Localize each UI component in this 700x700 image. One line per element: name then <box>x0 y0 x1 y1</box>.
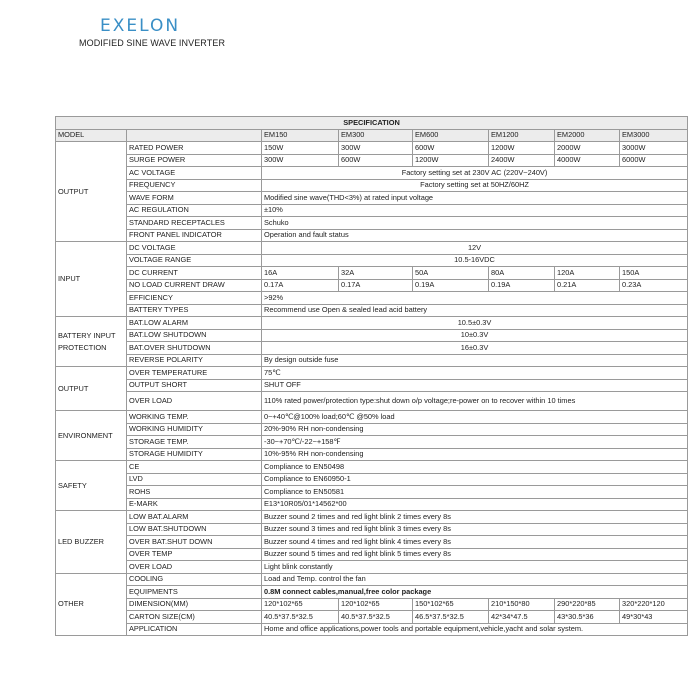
spec-label: DIMENSION(MM) <box>127 598 262 611</box>
spec-value: 40.5*37.5*32.5 <box>339 611 413 624</box>
spec-value: 16A <box>262 267 339 280</box>
table-row <box>56 354 688 367</box>
model-name: EM600 <box>413 129 489 142</box>
spec-label: STORAGE TEMP. <box>127 436 262 449</box>
spec-label: LOW BAT.ALARM <box>127 511 262 524</box>
brand-logo: EXELON <box>100 16 181 36</box>
spec-value: 300W <box>262 154 339 167</box>
spec-value: 1200W <box>489 142 555 155</box>
model-header-row <box>56 129 688 142</box>
spec-value: 4000W <box>555 154 620 167</box>
group-label: BATTERY INPUT PROTECTION <box>56 317 127 367</box>
spec-value: Factory setting set at 50HZ/60HZ <box>262 179 688 192</box>
spec-value: Load and Temp. control the fan <box>262 573 688 586</box>
spec-value: 16±0.3V <box>262 342 688 355</box>
spec-label: BAT.LOW SHUTDOWN <box>127 329 262 342</box>
table-row <box>56 461 688 474</box>
table-row <box>56 179 688 192</box>
spec-value: 2000W <box>555 142 620 155</box>
spec-label: STANDARD RECEPTACLES <box>127 217 262 230</box>
spec-value: 0.21A <box>555 279 620 292</box>
spec-value: 1200W <box>413 154 489 167</box>
spec-value: Recommend use Open & sealed lead acid battery <box>262 304 688 317</box>
spec-value: E13*10R05/01*14562*00 <box>262 498 688 511</box>
spec-value: 300W <box>339 142 413 155</box>
spec-label: OVER LOAD <box>127 392 262 411</box>
spec-value: 20%-90% RH non-condensing <box>262 423 688 436</box>
spec-value: Light blink constantly <box>262 561 688 574</box>
spec-value: 46.5*37.5*32.5 <box>413 611 489 624</box>
table-row <box>56 392 688 411</box>
spec-value: 6000W <box>620 154 688 167</box>
spec-label: SURGE POWER <box>127 154 262 167</box>
spec-label: FREQUENCY <box>127 179 262 192</box>
table-row <box>56 279 688 292</box>
table-row <box>56 523 688 536</box>
spec-value: 43*30.5*36 <box>555 611 620 624</box>
table-title-row <box>56 117 688 130</box>
table-row <box>56 142 688 155</box>
spec-label: OVER TEMP <box>127 548 262 561</box>
model-header-blank <box>127 129 262 142</box>
spec-value: 3000W <box>620 142 688 155</box>
spec-value: 120A <box>555 267 620 280</box>
spec-value: 0.17A <box>262 279 339 292</box>
specification-table <box>55 116 688 636</box>
spec-value: ±10% <box>262 204 688 217</box>
model-name: EM2000 <box>555 129 620 142</box>
spec-value: 49*30*43 <box>620 611 688 624</box>
spec-value: Compliance to EN50498 <box>262 461 688 474</box>
table-row <box>56 598 688 611</box>
spec-value: 150W <box>262 142 339 155</box>
table-row <box>56 536 688 549</box>
spec-value: >92% <box>262 292 688 305</box>
spec-label: WORKING HUMIDITY <box>127 423 262 436</box>
spec-value: Compliance to EN50581 <box>262 486 688 499</box>
spec-label: OUTPUT SHORT <box>127 379 262 392</box>
spec-label: WORKING TEMP. <box>127 411 262 424</box>
table-row <box>56 254 688 267</box>
table-row <box>56 573 688 586</box>
spec-label: ROHS <box>127 486 262 499</box>
spec-label: BAT.LOW ALARM <box>127 317 262 330</box>
table-row <box>56 548 688 561</box>
spec-value: 2400W <box>489 154 555 167</box>
spec-value: 320*220*120 <box>620 598 688 611</box>
model-name: EM150 <box>262 129 339 142</box>
spec-label: DC CURRENT <box>127 267 262 280</box>
table-row <box>56 623 688 636</box>
spec-value: 42*34*47.5 <box>489 611 555 624</box>
model-name: EM300 <box>339 129 413 142</box>
spec-value: Compliance to EN60950-1 <box>262 473 688 486</box>
table-row <box>56 561 688 574</box>
table-row <box>56 204 688 217</box>
table-row <box>56 342 688 355</box>
spec-value: -30~+70℃/-22~+158℉ <box>262 436 688 449</box>
table-row <box>56 423 688 436</box>
table-row <box>56 267 688 280</box>
table-row <box>56 217 688 230</box>
spec-value: 12V <box>262 242 688 255</box>
spec-value: Schuko <box>262 217 688 230</box>
spec-label: EQUIPMENTS <box>127 586 262 599</box>
table-row <box>56 611 688 624</box>
spec-label: REVERSE POLARITY <box>127 354 262 367</box>
spec-value: 0.19A <box>489 279 555 292</box>
spec-label: OVER TEMPERATURE <box>127 367 262 380</box>
group-label: ENVIRONMENT <box>56 411 127 461</box>
spec-label: RATED POWER <box>127 142 262 155</box>
spec-value: By design outside fuse <box>262 354 688 367</box>
table-row <box>56 486 688 499</box>
spec-label: OVER BAT.SHUT DOWN <box>127 536 262 549</box>
table-row <box>56 367 688 380</box>
spec-label: NO LOAD CURRENT DRAW <box>127 279 262 292</box>
spec-value: 10.5±0.3V <box>262 317 688 330</box>
table-row <box>56 192 688 205</box>
table-row <box>56 498 688 511</box>
spec-value: Modified sine wave(THD<3%) at rated input voltage <box>262 192 688 205</box>
table-row <box>56 473 688 486</box>
spec-value: 0.23A <box>620 279 688 292</box>
spec-label: CARTON SIZE(CM) <box>127 611 262 624</box>
group-label: SAFETY <box>56 461 127 511</box>
spec-label: LOW BAT.SHUTDOWN <box>127 523 262 536</box>
spec-label: EFFICIENCY <box>127 292 262 305</box>
spec-value: 600W <box>413 142 489 155</box>
spec-value: 210*150*80 <box>489 598 555 611</box>
spec-value: Home and office applications,power tools and portable equipment,vehicle,yacht and solar system. <box>262 623 688 636</box>
spec-value: Buzzer sound 5 times and red light blink 5 times every 8s <box>262 548 688 561</box>
spec-value: Buzzer sound 4 times and red light blink 4 times every 8s <box>262 536 688 549</box>
spec-value: 75℃ <box>262 367 688 380</box>
table-row <box>56 229 688 242</box>
spec-label: FRONT PANEL INDICATOR <box>127 229 262 242</box>
spec-label: AC VOLTAGE <box>127 167 262 180</box>
group-label: INPUT <box>56 242 127 317</box>
table-row <box>56 511 688 524</box>
group-label: OUTPUT <box>56 367 127 411</box>
document-subtitle: MODIFIED SINE WAVE INVERTER <box>79 38 226 48</box>
spec-value: Operation and fault status <box>262 229 688 242</box>
spec-label: CE <box>127 461 262 474</box>
table-row <box>56 292 688 305</box>
spec-value: 0.19A <box>413 279 489 292</box>
spec-value: 150A <box>620 267 688 280</box>
spec-value: 0.8M connect cables,manual,free color package <box>262 586 688 599</box>
model-name: EM3000 <box>620 129 688 142</box>
spec-label: BAT.OVER SHUTDOWN <box>127 342 262 355</box>
spec-label: AC REGULATION <box>127 204 262 217</box>
spec-value: 10±0.3V <box>262 329 688 342</box>
model-label: MODEL <box>56 129 127 142</box>
group-label: LED BUZZER <box>56 511 127 574</box>
model-name: EM1200 <box>489 129 555 142</box>
spec-value: Buzzer sound 3 times and red light blink 3 times every 8s <box>262 523 688 536</box>
spec-value: 150*102*65 <box>413 598 489 611</box>
table-row <box>56 448 688 461</box>
spec-label: LVD <box>127 473 262 486</box>
spec-value: 120*102*65 <box>262 598 339 611</box>
group-label: OTHER <box>56 573 127 636</box>
spec-value: 10%-95% RH non-condensing <box>262 448 688 461</box>
spec-value: SHUT OFF <box>262 379 688 392</box>
spec-value: Buzzer sound 2 times and red light blink 2 times every 8s <box>262 511 688 524</box>
table-row <box>56 411 688 424</box>
spec-label: WAVE FORM <box>127 192 262 205</box>
spec-value: 600W <box>339 154 413 167</box>
spec-label: DC VOLTAGE <box>127 242 262 255</box>
table-row <box>56 154 688 167</box>
spec-value: Factory setting set at 230V AC (220V~240V) <box>262 167 688 180</box>
spec-value: 0~+40℃@100% load;60℃ @50% load <box>262 411 688 424</box>
spec-value: 50A <box>413 267 489 280</box>
table-row <box>56 304 688 317</box>
spec-value: 110% rated power/protection type:shut down o/p voltage;re-power on to recover within 10 times <box>262 392 688 411</box>
table-row <box>56 379 688 392</box>
spec-value: 0.17A <box>339 279 413 292</box>
spec-label: E-MARK <box>127 498 262 511</box>
spec-value: 80A <box>489 267 555 280</box>
spec-label: VOLTAGE RANGE <box>127 254 262 267</box>
spec-label: COOLING <box>127 573 262 586</box>
table-row <box>56 167 688 180</box>
spec-value: 290*220*85 <box>555 598 620 611</box>
spec-label: OVER LOAD <box>127 561 262 574</box>
spec-label: BATTERY TYPES <box>127 304 262 317</box>
spec-value: 120*102*65 <box>339 598 413 611</box>
spec-value: 40.5*37.5*32.5 <box>262 611 339 624</box>
group-label: OUTPUT <box>56 142 127 242</box>
table-row <box>56 242 688 255</box>
table-row <box>56 436 688 449</box>
table-row <box>56 586 688 599</box>
spec-label: STORAGE HUMIDITY <box>127 448 262 461</box>
table-row <box>56 329 688 342</box>
table-title: SPECIFICATION <box>56 117 688 130</box>
spec-value: 10.5-16VDC <box>262 254 688 267</box>
spec-value: 32A <box>339 267 413 280</box>
spec-label: APPLICATION <box>127 623 262 636</box>
table-row <box>56 317 688 330</box>
